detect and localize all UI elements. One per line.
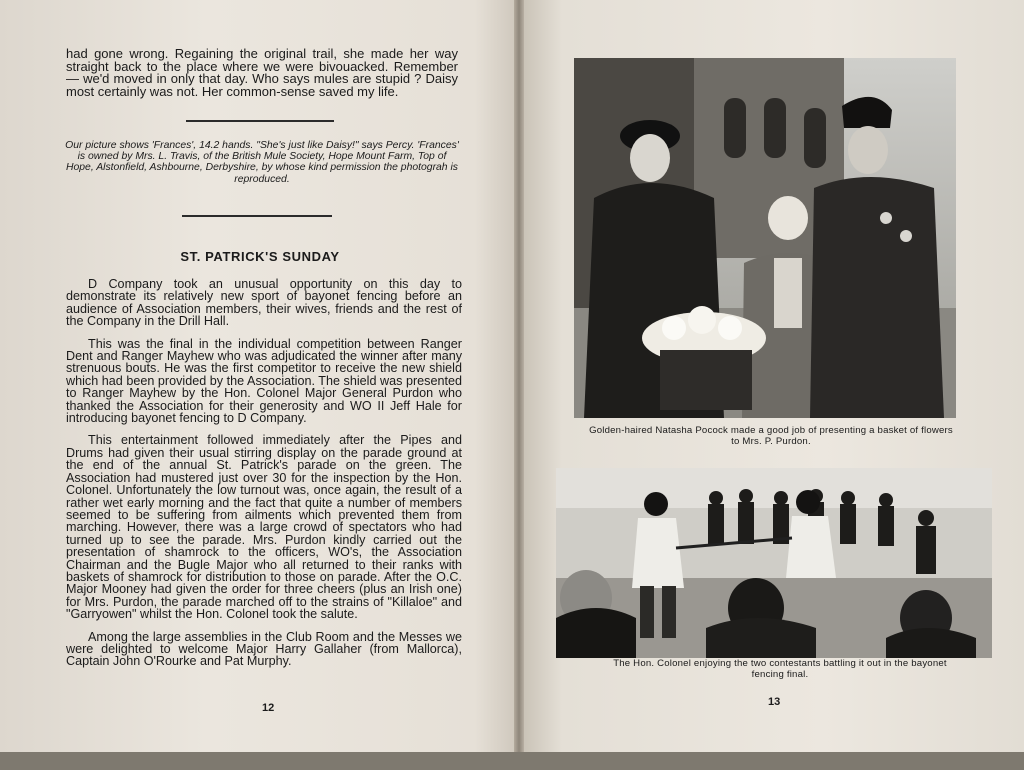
article-paragraph: This entertainment followed immediately after the Pipes and Drums had given their usual stirring display on the parade ground at the end of the annual St. Patrick's parade on the green. The Association had mustered just over 30 for the inspection by the Hon. Colonel. Unfortunately the low turnout was, once again, the result of a rather wet early morning and the fact that quite a number of members seemed to be suffering from ailments which prevented them from marching. However, there was a large crowd of spectators who had turned up to see the parade. Mrs. Purdon kindly carried out the presentation of shamrock to the officers, WO's, the Association Chairman and the Bugle Major who all returned to their ranks with baskets of shamrock for distribution to those on parade. After the O.C. Major Mooney had given the order for three cheers (plus an Irish one) for Mrs. Purdon, the parade marched off to the strains of "Killaloe" and "Garryowen" whilst the Hon. Colonel took the salute. bbox=[66, 433, 462, 622]
page-number-left: 12 bbox=[262, 702, 275, 714]
photo-bayonet-fencing-image bbox=[556, 468, 992, 658]
section-heading: ST. PATRICK'S SUNDAY bbox=[180, 249, 340, 264]
caption-bottom-photo: The Hon. Colonel enjoying the two contestants battling it out in the bayonet fencing final. bbox=[613, 658, 947, 681]
article-body bbox=[66, 278, 462, 668]
article-paragraph: Among the large assemblies in the Club Room and the Messes we were delighted to welcome Major Harry Gallaher (from Mallorca), Captain John O'Rourke and Pat Murphy. bbox=[66, 629, 462, 669]
picture-note: Our picture shows 'Frances', 14.2 hands. "She's just like Daisy!" says Percy. 'Frances' is owned by Mrs. L. Travis, of the British Mule Society, Hope Mount Farm, Top of Hope, Alstonfield, Ashbourne, Derbyshire, by whose kind permission the photograh is reproduced. bbox=[65, 140, 459, 185]
photo-bayonet-fencing bbox=[556, 468, 992, 658]
intro-paragraph: had gone wrong. Regaining the original trail, she made her way straight back to the place where we were bivouacked. Remember — we'd moved in only that day. Who says mules are stupid ? Daisy most certainly was not. Her common-sense saved my life. bbox=[66, 46, 458, 99]
article-paragraph: This was the final in the individual competition between Ranger Dent and Ranger Mayhew who was adjudicated the winner after many strenuous bouts. He was the first competitor to receive the new shield which had been provided by the Association. The shield was presented to Ranger Mayhew by the Hon. Colonel Major General Purdon who thanked the Association for their generosity and WO II Jeff Hale for introducing bayonet fencing to D Company. bbox=[66, 336, 462, 426]
page-number-right: 13 bbox=[768, 696, 781, 708]
photo-flower-presentation-image bbox=[574, 58, 956, 418]
caption-top-photo: Golden-haired Natasha Pocock made a good job of presenting a basket of flowers to Mrs. P. Purdon. bbox=[589, 425, 953, 448]
article-paragraph: D Company took an unusual opportunity on this day to demonstrate its relatively new sport of bayonet fencing before an audience of Association members, their wives, friends and the rest of the Company in the Drill Hall. bbox=[66, 277, 462, 329]
divider-rule-top bbox=[186, 120, 334, 122]
table-surface bbox=[0, 752, 1024, 770]
divider-rule-bottom bbox=[182, 215, 332, 217]
spine-gutter bbox=[514, 0, 524, 770]
intro-text-block bbox=[66, 48, 458, 98]
photo-flower-presentation bbox=[574, 58, 956, 418]
